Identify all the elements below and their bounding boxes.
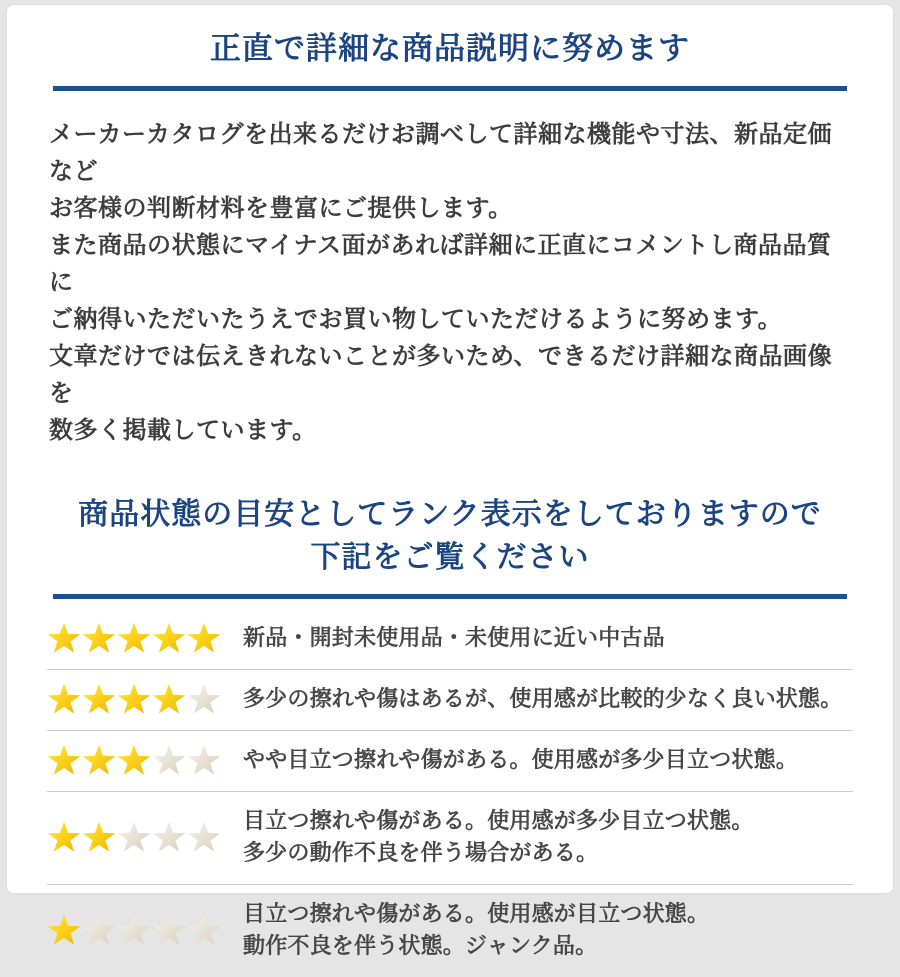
rank-row [47, 792, 853, 885]
policy-section-title: 正直で詳細な商品説明に努めます [210, 31, 690, 67]
star-filled-icon [82, 822, 116, 854]
star-rating [47, 915, 221, 947]
star-empty-icon [187, 915, 221, 947]
rank-list [47, 609, 853, 977]
rank-row [47, 885, 853, 977]
rank-section-title [51, 493, 849, 579]
policy-title-underline [53, 86, 847, 91]
star-empty-icon [187, 684, 221, 716]
rank-description-line: 目立つ擦れや傷がある。使用感が目立つ状態。 [243, 901, 710, 927]
star-empty-icon [117, 915, 151, 947]
star-filled-icon [152, 623, 186, 655]
star-filled-icon [47, 915, 81, 947]
rank-description [243, 623, 665, 655]
star-rating [47, 745, 221, 777]
star-empty-icon [82, 915, 116, 947]
policy-paragraph-line: メーカーカタログを出来るだけお調べして詳細な機能や寸法、新品定価など [49, 119, 833, 185]
star-rating [47, 623, 221, 655]
star-filled-icon [47, 822, 81, 854]
star-empty-icon [152, 822, 186, 854]
star-filled-icon [117, 623, 151, 655]
rank-description [243, 684, 842, 716]
star-filled-icon [47, 745, 81, 777]
star-empty-icon [187, 745, 221, 777]
rank-description-line: 新品・開封未使用品・未使用に近い中古品 [243, 625, 665, 651]
rank-description [243, 899, 709, 963]
star-filled-icon [47, 684, 81, 716]
rank-row [47, 609, 853, 670]
star-filled-icon [82, 684, 116, 716]
star-filled-icon [152, 684, 186, 716]
rank-row [47, 670, 853, 731]
star-rating [47, 684, 221, 716]
star-filled-icon [47, 623, 81, 655]
rank-title-underline [53, 594, 847, 599]
star-filled-icon [117, 745, 151, 777]
content-card [6, 4, 894, 959]
rank-description-line: 多少の動作不良を伴う場合がある。 [243, 840, 599, 866]
star-rating [47, 822, 221, 854]
star-empty-icon [152, 745, 186, 777]
rank-row [47, 731, 853, 792]
rank-description-line: やや目立つ擦れや傷がある。使用感が多少目立つ状態。 [243, 747, 799, 773]
star-empty-icon [187, 822, 221, 854]
policy-paragraph-line: 数多く掲載しています。 [49, 415, 317, 444]
star-empty-icon [117, 822, 151, 854]
rank-description [243, 806, 754, 870]
policy-paragraph-line: ご納得いただいたうえでお買い物していただけるように努めます。 [49, 304, 783, 333]
policy-paragraph-line: 文章だけでは伝えきれないことが多いため、できるだけ詳細な商品画像を [49, 341, 833, 407]
rank-title-line-2: 下記をご覧ください [310, 539, 590, 575]
star-filled-icon [82, 745, 116, 777]
star-filled-icon [82, 623, 116, 655]
rank-description-line: 目立つ擦れや傷がある。使用感が多少目立つ状態。 [243, 808, 754, 834]
policy-paragraph-line: また商品の状態にマイナス面があれば詳細に正直にコメントし商品品質に [49, 230, 832, 296]
rank-description-line: 動作不良を伴う状態。ジャンク品。 [243, 933, 598, 959]
star-empty-icon [152, 915, 186, 947]
rank-title-line-1: 商品状態の目安としてランク表示をしておりますので [78, 496, 822, 532]
star-filled-icon [117, 684, 151, 716]
star-filled-icon [187, 623, 221, 655]
policy-paragraph-line: お客様の判断材料を豊富にご提供します。 [49, 193, 513, 222]
rank-description-line: 多少の擦れや傷はあるが、使用感が比較的少なく良い状態。 [243, 686, 843, 712]
rank-description [243, 745, 798, 777]
policy-paragraph [49, 116, 851, 449]
